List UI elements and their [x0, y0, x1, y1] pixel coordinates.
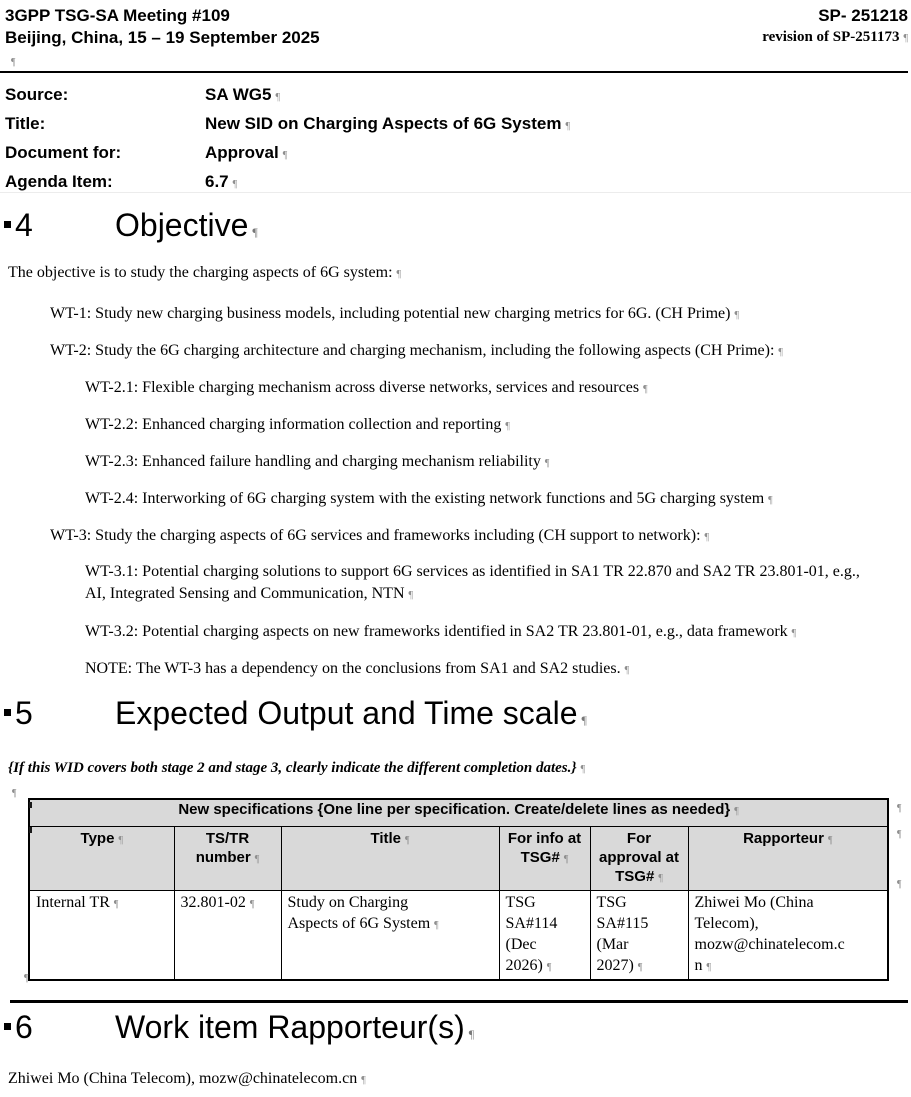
doc-info-label: Source: [5, 85, 69, 104]
meeting-location-date: Beijing, China, 15 – 19 September 2025 [5, 28, 320, 47]
objective-intro: The objective is to study the charging aspects of 6G system: ¶ [8, 262, 401, 286]
spec-table-caption-row [29, 799, 888, 827]
header-divider [0, 71, 908, 73]
heading-bullet-icon [4, 1023, 11, 1030]
col-header-title: Title ¶ [281, 827, 499, 891]
doc-info-value: Approval ¶ [205, 140, 287, 169]
doc-info-label: Document for: [5, 143, 122, 162]
meeting-header [5, 5, 320, 49]
spec-table [28, 798, 889, 981]
table-row-mark [29, 802, 32, 808]
doc-info-value: New SID on Charging Aspects of 6G System ¶ [205, 111, 570, 140]
doc-info-row [5, 140, 570, 169]
row-end-mark [893, 824, 901, 836]
doc-info-block [5, 82, 570, 198]
doc-info-row [5, 82, 570, 111]
document-number: SP- 251218 [818, 6, 908, 25]
wt-3-1: WT-3.1: Potential charging solutions to support 6G services as identified in SA1 TR 22.870 and SA2 TR 23.801-01, e.g., AI, Integrated Sensing and Communication, NTN ¶ [85, 561, 870, 607]
cell-type: Internal TR ¶ [29, 891, 174, 981]
wt-2-1: WT-2.1: Flexible charging mechanism across diverse networks, services and resources ¶ [85, 377, 870, 401]
cell-title: Study on Charging Aspects of 6G System ¶ [281, 891, 499, 981]
wt-3-note: NOTE: The WT-3 has a dependency on the conclusions from SA1 and SA2 studies. ¶ [85, 658, 870, 682]
section-divider [10, 1000, 908, 1003]
spec-table-row [29, 891, 888, 981]
spec-table-caption: New specifications {One line per specification. Create/delete lines as needed} ¶ [29, 799, 888, 827]
heading-bullet-icon [4, 709, 11, 716]
section-number: 4 [15, 207, 33, 243]
doc-info-row [5, 111, 570, 140]
wt-1: WT-1: Study new charging business models, including potential new charging metrics for 6G. (CH Prime) ¶ [50, 303, 739, 327]
wt-2-2: WT-2.2: Enhanced charging information collection and reporting ¶ [85, 414, 870, 438]
cell-rapporteur: Zhiwei Mo (China Telecom), mozw@chinatelecom.cn ¶ [688, 891, 888, 981]
heading-bullet-icon [4, 221, 11, 228]
col-header-rapporteur: Rapporteur ¶ [688, 827, 888, 891]
revision-note: revision of SP-251173 ¶ [762, 27, 908, 49]
doc-info-value: SA WG5 ¶ [205, 82, 280, 111]
col-header-type: Type ¶ [29, 827, 174, 891]
wt-3: WT-3: Study the charging aspects of 6G services and frameworks including (CH support to network): ¶ [50, 525, 709, 549]
section-heading-6 [4, 1008, 474, 1053]
spec-table-header-row [29, 827, 888, 891]
stage-completion-note: {If this WID covers both stage 2 and stage 3, clearly indicate the different completion dates.} ¶ [8, 757, 585, 781]
table-row-mark [29, 827, 32, 833]
rapporteur-contact: Zhiwei Mo (China Telecom), mozw@chinatelecom.cn ¶ [8, 1068, 366, 1092]
wt-2-4: WT-2.4: Interworking of 6G charging system with the existing network functions and 5G charging system ¶ [85, 488, 870, 512]
paragraph-mark [20, 968, 28, 980]
col-header-for-info: For info at TSG# ¶ [499, 827, 590, 891]
section-number: 5 [15, 695, 33, 731]
section-title: Expected Output and Time scale ¶ [115, 695, 587, 731]
doc-info-label: Agenda Item: [5, 172, 113, 191]
section-heading-5 [4, 694, 587, 739]
row-end-mark [893, 798, 901, 810]
paragraph-mark [7, 52, 15, 64]
paragraph-mark [8, 783, 16, 795]
cell-for-info: TSG SA#114 (Dec 2026) ¶ [499, 891, 590, 981]
doc-info-value: 6.7 ¶ [205, 169, 237, 198]
section-title: Objective ¶ [115, 207, 258, 243]
section-title: Work item Rapporteur(s) ¶ [115, 1009, 474, 1045]
row-end-mark [893, 874, 901, 886]
cell-tstr-number: 32.801-02 ¶ [174, 891, 281, 981]
wt-3-2: WT-3.2: Potential charging aspects on new frameworks identified in SA2 TR 23.801-01, e.g., data framework ¶ [85, 621, 870, 645]
section-number: 6 [15, 1009, 33, 1045]
col-header-tstr-number: TS/TR number ¶ [174, 827, 281, 891]
info-block-divider [0, 192, 911, 193]
doc-info-row [5, 169, 570, 198]
document-number-block [762, 5, 908, 49]
wt-2: WT-2: Study the 6G charging architecture and charging mechanism, including the following aspects (CH Prime): ¶ [50, 340, 783, 364]
col-header-for-approval: For approval at TSG# ¶ [590, 827, 688, 891]
cell-for-approval: TSG SA#115 (Mar 2027) ¶ [590, 891, 688, 981]
section-heading-4 [4, 206, 258, 251]
meeting-title: 3GPP TSG-SA Meeting #109 [5, 6, 230, 25]
doc-info-label: Title: [5, 114, 46, 133]
wt-2-3: WT-2.3: Enhanced failure handling and charging mechanism reliability ¶ [85, 451, 870, 475]
